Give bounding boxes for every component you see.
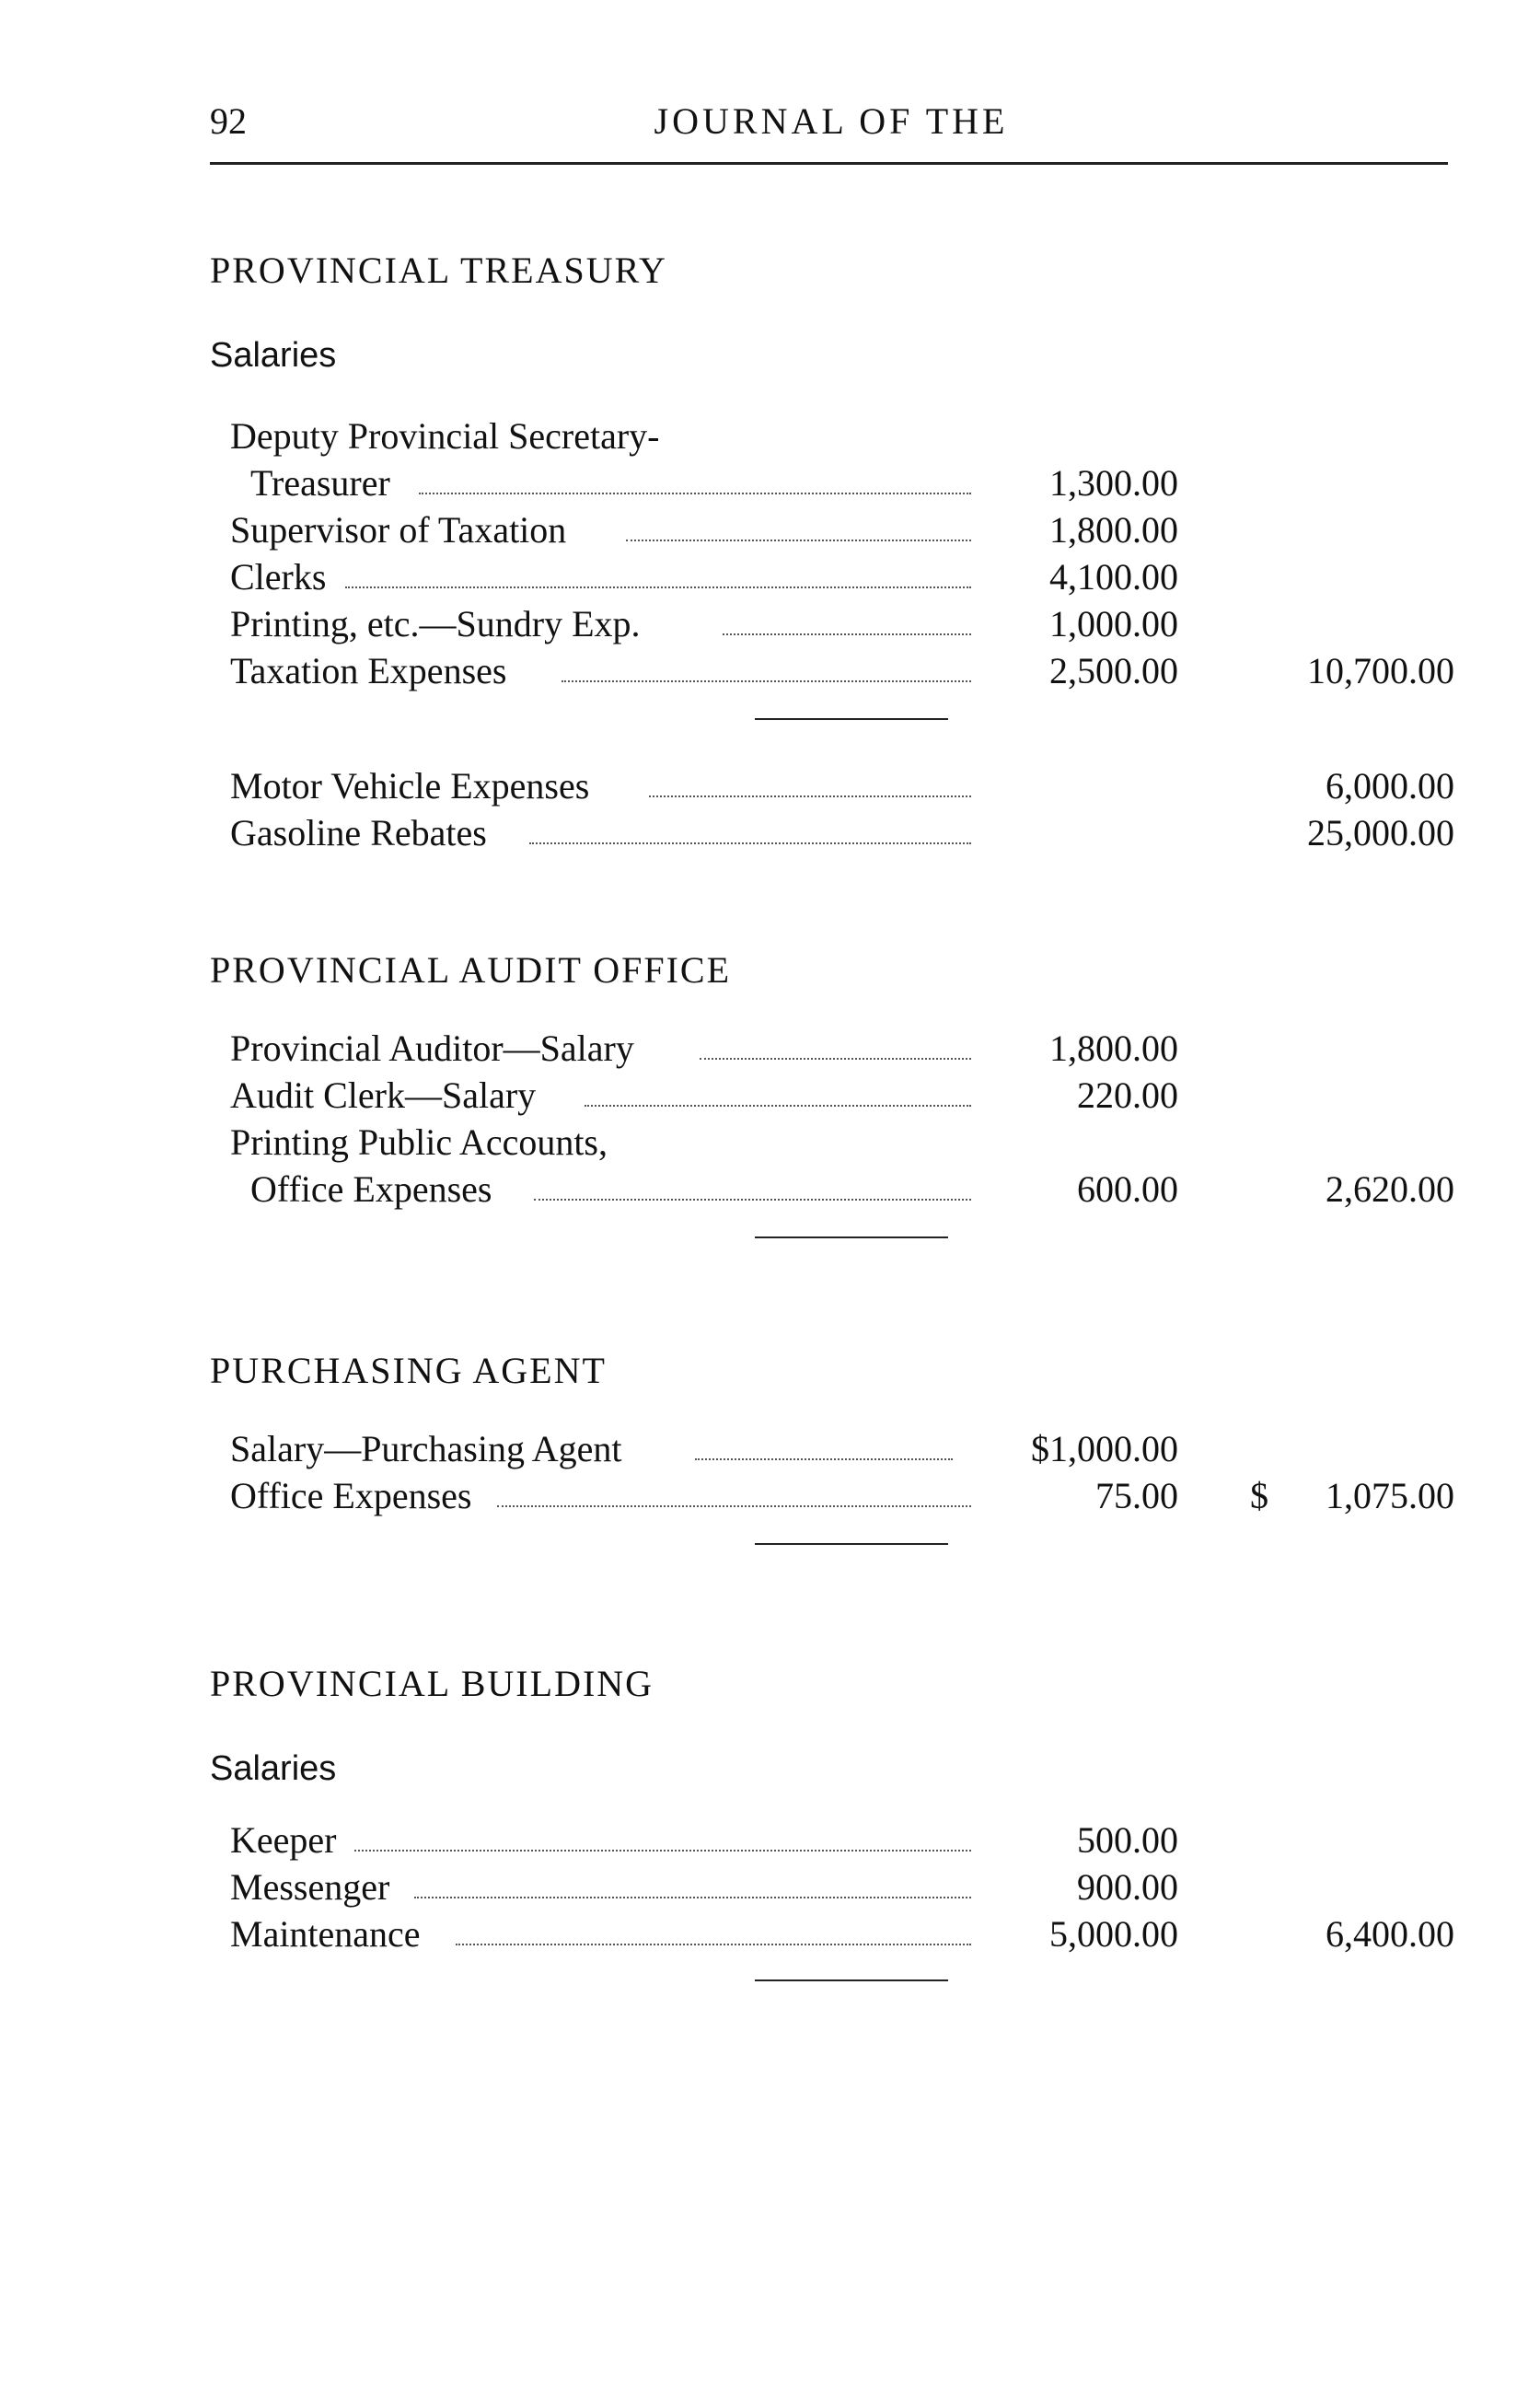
dot-leader	[562, 680, 971, 682]
section-heading-building: PROVINCIAL BUILDING	[210, 1663, 654, 1704]
line-item	[230, 1818, 1454, 1864]
item-amount: 1,000.00	[1049, 603, 1178, 644]
dot-leader	[695, 1458, 953, 1460]
item-amount: 600.00	[1077, 1168, 1178, 1210]
currency-sign: $	[1250, 1475, 1268, 1516]
item-label: Provincial Auditor—Salary	[230, 1027, 634, 1069]
item-amount: 5,000.00	[1049, 1913, 1178, 1955]
section-total: 2,620.00	[1326, 1168, 1454, 1210]
item-label: Office Expenses	[250, 1168, 492, 1210]
item-label: Office Expenses	[230, 1475, 472, 1516]
item-label: Salary—Purchasing Agent	[230, 1428, 622, 1469]
item-label: Deputy Provincial Secretary-	[230, 415, 660, 457]
dot-leader	[419, 493, 971, 494]
item-amount: 500.00	[1077, 1819, 1178, 1861]
sum-rule	[755, 1979, 948, 1981]
dot-leader	[354, 1850, 971, 1852]
item-label: Printing, etc.—Sundry Exp.	[230, 603, 641, 644]
item-label: Messenger	[230, 1866, 390, 1908]
dot-leader	[456, 1944, 971, 1945]
dot-leader	[529, 842, 971, 844]
line-item	[230, 649, 1454, 695]
item-label: Keeper	[230, 1819, 337, 1861]
line-item	[230, 508, 1454, 554]
dot-leader	[585, 1105, 971, 1107]
dot-leader	[626, 540, 971, 541]
line-item	[230, 1865, 1454, 1911]
subheading-salaries: Salaries	[210, 336, 337, 375]
dot-leader	[700, 1058, 971, 1060]
line-item	[230, 811, 1454, 857]
line-item	[230, 461, 1454, 507]
line-item	[230, 1027, 1454, 1073]
item-label: Taxation Expenses	[230, 650, 507, 691]
item-amount: 220.00	[1077, 1074, 1178, 1116]
header-rule	[210, 162, 1448, 165]
sum-rule	[755, 1543, 948, 1545]
line-item	[230, 764, 1454, 810]
section-total: 10,700.00	[1307, 650, 1454, 691]
item-label: Motor Vehicle Expenses	[230, 765, 590, 807]
item-amount: 1,300.00	[1049, 462, 1178, 504]
item-amount: 900.00	[1077, 1866, 1178, 1908]
sum-rule	[755, 1236, 948, 1238]
item-label: Maintenance	[230, 1913, 421, 1955]
item-total: 25,000.00	[1307, 812, 1454, 853]
item-amount: $1,000.00	[1031, 1428, 1178, 1469]
section-total: 6,400.00	[1326, 1913, 1454, 1955]
item-label: Gasoline Rebates	[230, 812, 487, 853]
subheading-salaries: Salaries	[210, 1749, 337, 1788]
page-number: 92	[210, 100, 247, 142]
line-item	[230, 555, 1454, 601]
line-item	[230, 414, 1454, 460]
section-heading-treasury: PROVINCIAL TREASURY	[210, 250, 667, 291]
item-label: Supervisor of Taxation	[230, 509, 567, 551]
line-item	[230, 602, 1454, 648]
item-amount: 1,800.00	[1049, 509, 1178, 551]
dot-leader	[649, 795, 971, 797]
section-total: 1,075.00	[1326, 1475, 1454, 1516]
item-amount: 4,100.00	[1049, 556, 1178, 598]
line-item	[230, 1074, 1454, 1120]
item-amount: 2,500.00	[1049, 650, 1178, 691]
dot-leader	[497, 1505, 971, 1507]
running-title: JOURNAL OF THE	[654, 100, 1009, 142]
page-header	[210, 99, 1453, 155]
line-item	[230, 1120, 1454, 1167]
item-label: Audit Clerk—Salary	[230, 1074, 537, 1116]
dot-leader	[723, 633, 971, 635]
item-amount: 1,800.00	[1049, 1027, 1178, 1069]
section-heading-audit: PROVINCIAL AUDIT OFFICE	[210, 949, 732, 991]
item-label: Treasurer	[250, 462, 390, 504]
item-total: 6,000.00	[1326, 765, 1454, 807]
line-item	[230, 1474, 1454, 1520]
item-label: Printing Public Accounts,	[230, 1121, 608, 1163]
dot-leader	[534, 1199, 971, 1201]
dot-leader	[345, 586, 971, 588]
line-item	[230, 1912, 1454, 1958]
item-label: Clerks	[230, 556, 327, 598]
line-item	[230, 1167, 1454, 1213]
item-amount: 75.00	[1095, 1475, 1178, 1516]
dot-leader	[414, 1897, 971, 1898]
section-heading-purchasing: PURCHASING AGENT	[210, 1350, 607, 1391]
line-item	[230, 1427, 1454, 1473]
sum-rule	[755, 718, 948, 720]
